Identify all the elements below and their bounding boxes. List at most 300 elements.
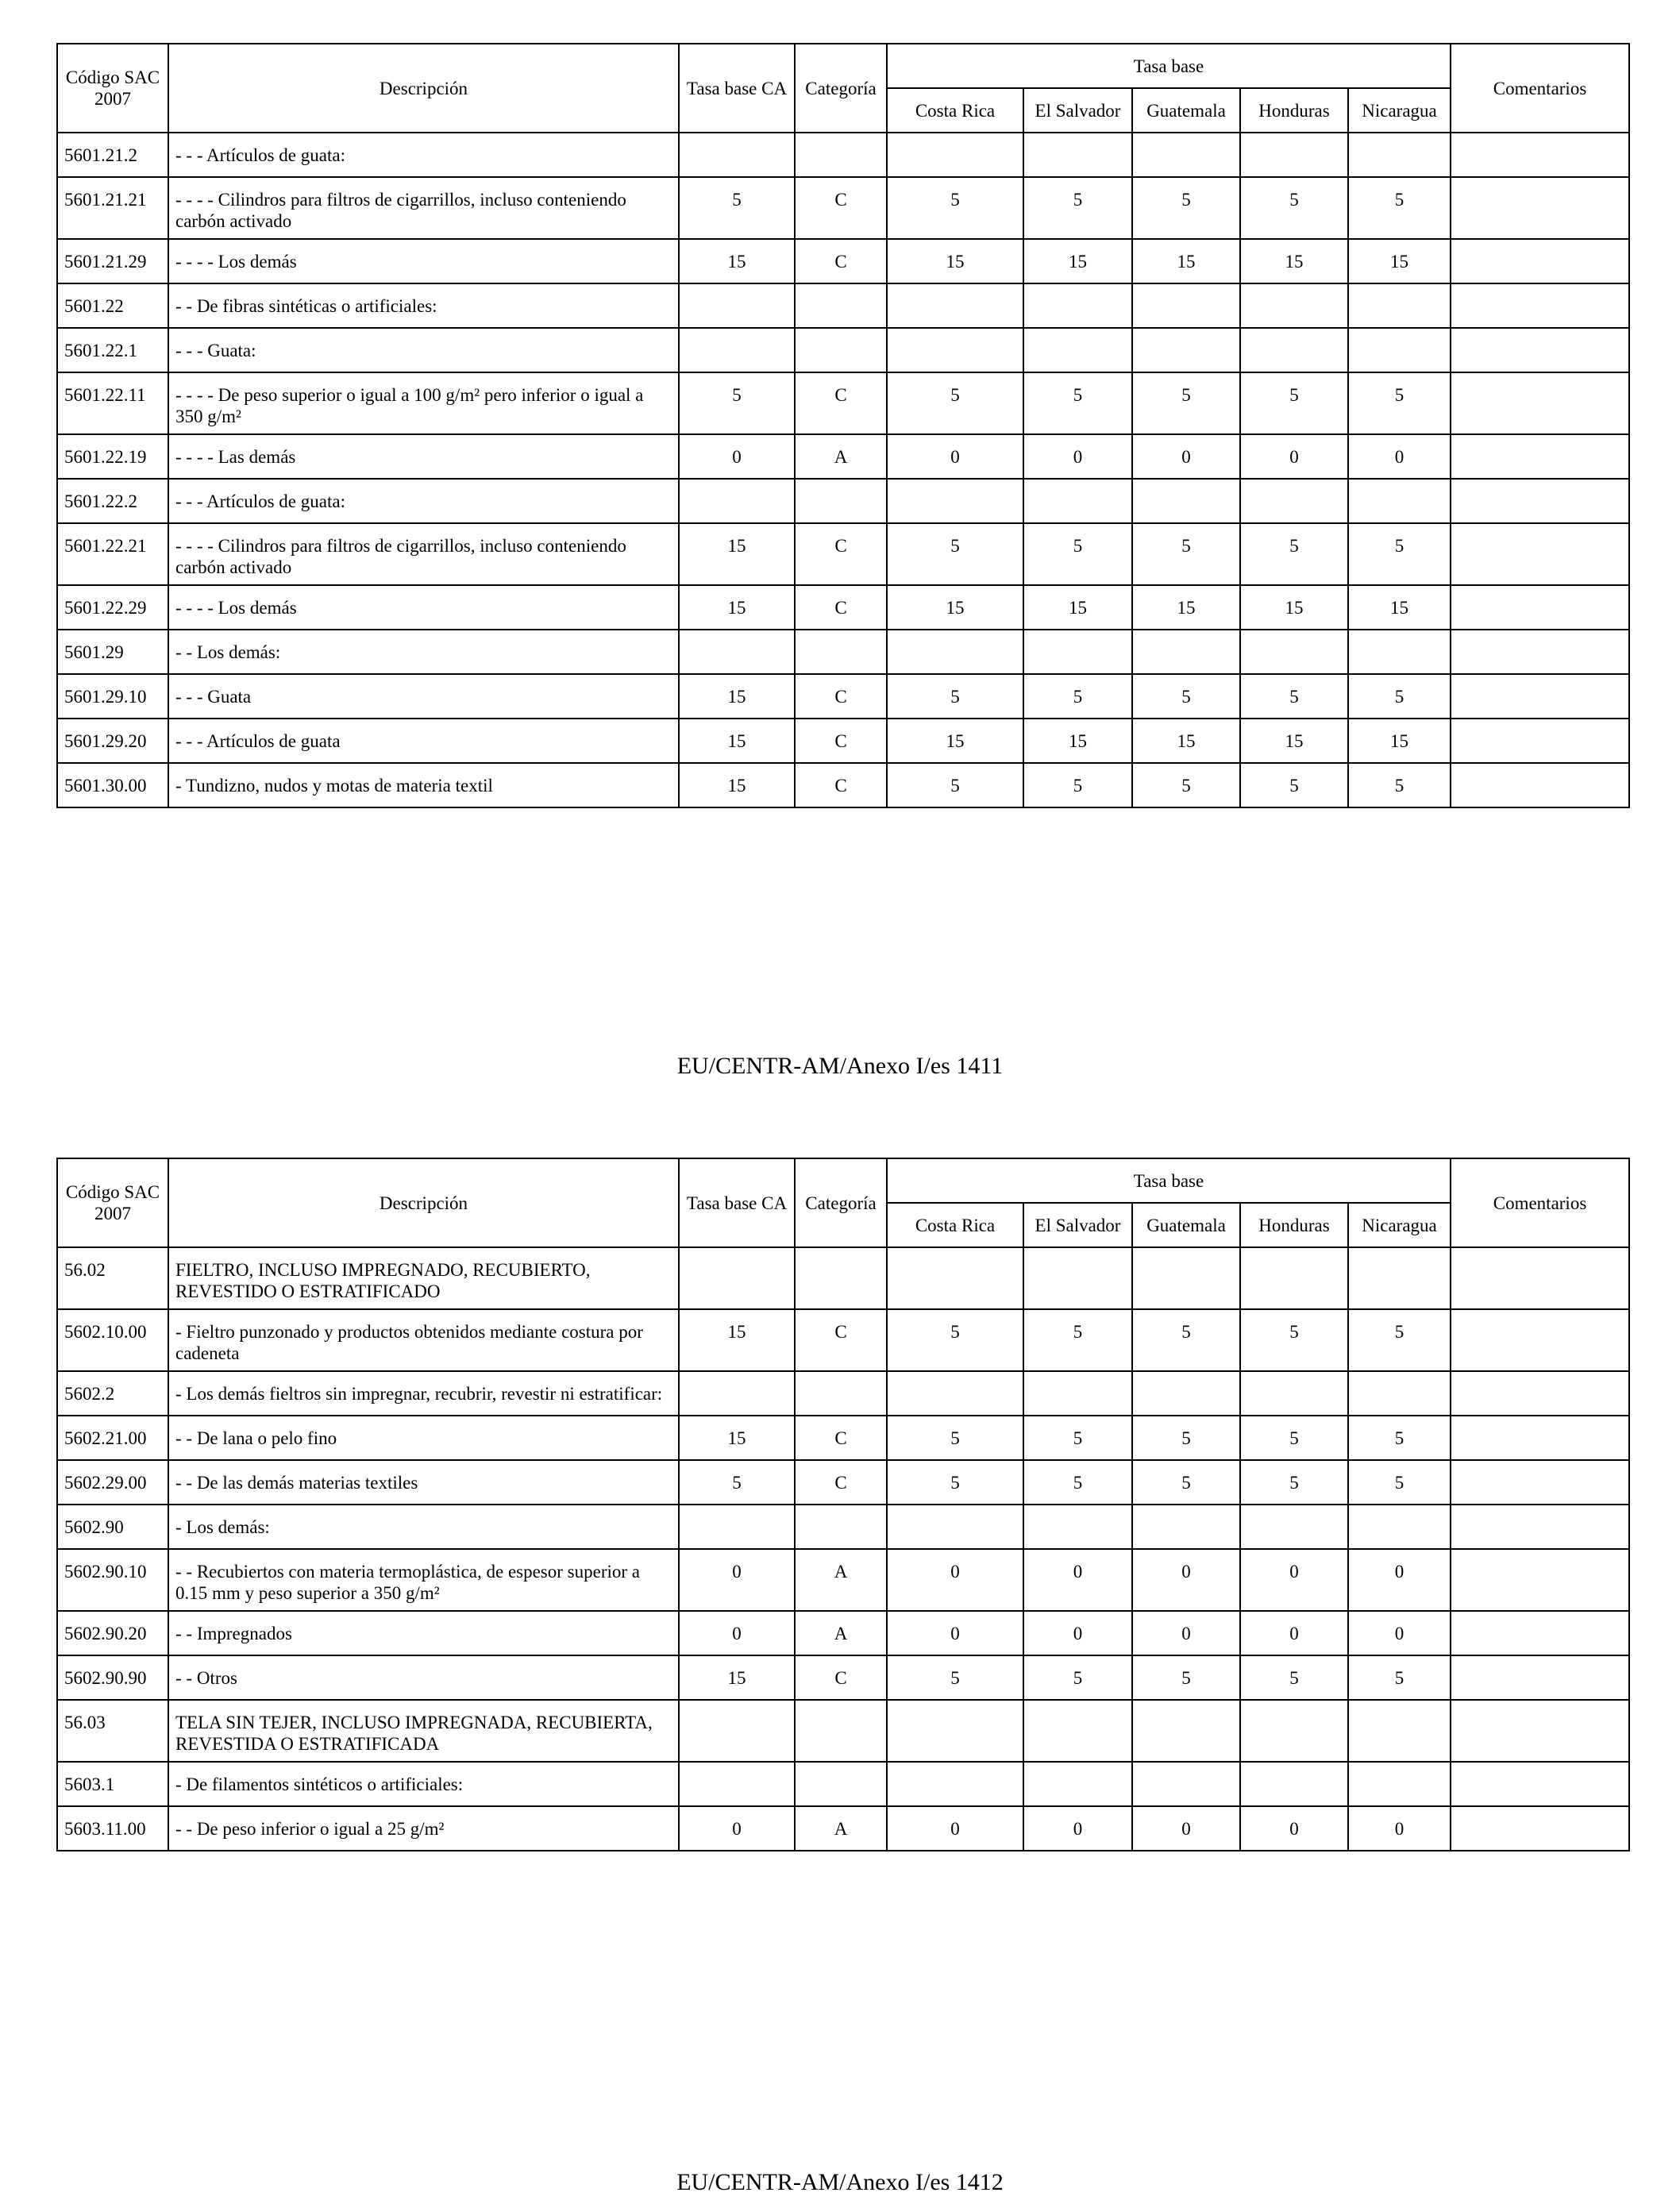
categoria-cell: C	[795, 1416, 887, 1460]
honduras-cell	[1240, 328, 1348, 372]
code-cell: 5601.22.21	[57, 523, 168, 585]
table-row	[57, 1700, 1629, 1762]
el-salvador-cell	[1023, 630, 1132, 674]
comentarios-cell	[1451, 1806, 1629, 1851]
el-salvador-cell	[1023, 1371, 1132, 1416]
tasa-base-ca-cell: 0	[679, 1806, 795, 1851]
categoria-cell	[795, 1700, 887, 1762]
table-body	[57, 1247, 1629, 1851]
guatemala-cell	[1132, 1505, 1240, 1549]
code-cell: 5602.10.00	[57, 1309, 168, 1371]
header-tasa-base-ca: Tasa base CA	[679, 1158, 795, 1247]
description-cell: FIELTRO, INCLUSO IMPREGNADO, RECUBIERTO, REVESTIDO O ESTRATIFICADO	[168, 1247, 679, 1309]
costa-rica-cell: 5	[887, 523, 1023, 585]
nicaragua-cell	[1348, 1505, 1451, 1549]
categoria-cell	[795, 630, 887, 674]
categoria-cell: C	[795, 1460, 887, 1505]
costa-rica-cell: 5	[887, 177, 1023, 239]
costa-rica-cell: 5	[887, 674, 1023, 719]
guatemala-cell	[1132, 1700, 1240, 1762]
el-salvador-cell	[1023, 328, 1132, 372]
header-code: Código SAC 2007	[57, 1158, 168, 1247]
tasa-base-ca-cell	[679, 479, 795, 523]
code-cell: 5601.22.2	[57, 479, 168, 523]
guatemala-cell: 5	[1132, 763, 1240, 807]
code-cell: 5601.21.2	[57, 133, 168, 177]
tariff-table-1	[56, 43, 1630, 808]
guatemala-cell: 5	[1132, 372, 1240, 434]
tasa-base-ca-cell: 15	[679, 719, 795, 763]
tasa-base-ca-cell: 5	[679, 1460, 795, 1505]
page-footer: EU/CENTR-AM/Anexo I/es 1412	[676, 2169, 1004, 2195]
comentarios-cell	[1451, 719, 1629, 763]
guatemala-cell	[1132, 133, 1240, 177]
nicaragua-cell: 0	[1348, 1611, 1451, 1655]
table-row	[57, 133, 1629, 177]
description-cell: - - Recubiertos con materia termoplástica, de espesor superior a 0.15 mm y peso superior a 350 g/m²	[168, 1549, 679, 1611]
comentarios-cell	[1451, 674, 1629, 719]
code-cell: 5602.21.00	[57, 1416, 168, 1460]
comentarios-cell	[1451, 434, 1629, 479]
code-cell: 5601.29	[57, 630, 168, 674]
nicaragua-cell: 5	[1348, 1416, 1451, 1460]
nicaragua-cell: 0	[1348, 1549, 1451, 1611]
description-cell: - - - - De peso superior o igual a 100 g/m² pero inferior o igual a 350 g/m²	[168, 372, 679, 434]
table-row	[57, 719, 1629, 763]
el-salvador-cell: 5	[1023, 1460, 1132, 1505]
code-cell: 5601.30.00	[57, 763, 168, 807]
description-cell: - - - Artículos de guata	[168, 719, 679, 763]
header-comentarios: Comentarios	[1451, 1158, 1629, 1247]
header-country-honduras: Honduras	[1240, 1203, 1348, 1247]
el-salvador-cell	[1023, 283, 1132, 328]
tasa-base-ca-cell: 0	[679, 1549, 795, 1611]
code-cell: 5601.22.29	[57, 585, 168, 630]
tasa-base-ca-cell: 5	[679, 177, 795, 239]
costa-rica-cell: 0	[887, 1549, 1023, 1611]
el-salvador-cell: 5	[1023, 177, 1132, 239]
categoria-cell: C	[795, 372, 887, 434]
header-country-nicaragua: Nicaragua	[1348, 88, 1451, 133]
costa-rica-cell: 0	[887, 434, 1023, 479]
comentarios-cell	[1451, 630, 1629, 674]
honduras-cell	[1240, 1762, 1348, 1806]
tasa-base-ca-cell: 15	[679, 1655, 795, 1700]
el-salvador-cell: 5	[1023, 523, 1132, 585]
description-cell: - De filamentos sintéticos o artificiales:	[168, 1762, 679, 1806]
guatemala-cell: 5	[1132, 674, 1240, 719]
el-salvador-cell: 15	[1023, 239, 1132, 283]
nicaragua-cell	[1348, 1371, 1451, 1416]
categoria-cell: C	[795, 719, 887, 763]
description-cell: TELA SIN TEJER, INCLUSO IMPREGNADA, RECUBIERTA, REVESTIDA O ESTRATIFICADA	[168, 1700, 679, 1762]
table-row	[57, 1655, 1629, 1700]
costa-rica-cell	[887, 133, 1023, 177]
comentarios-cell	[1451, 133, 1629, 177]
categoria-cell	[795, 133, 887, 177]
code-cell: 5601.22.1	[57, 328, 168, 372]
honduras-cell: 5	[1240, 1416, 1348, 1460]
categoria-cell: C	[795, 177, 887, 239]
code-cell: 5602.29.00	[57, 1460, 168, 1505]
costa-rica-cell: 5	[887, 1309, 1023, 1371]
honduras-cell: 0	[1240, 434, 1348, 479]
header-country-honduras: Honduras	[1240, 88, 1348, 133]
table-row	[57, 523, 1629, 585]
guatemala-cell: 5	[1132, 523, 1240, 585]
guatemala-cell: 5	[1132, 1416, 1240, 1460]
description-cell: - - Impregnados	[168, 1611, 679, 1655]
honduras-cell: 5	[1240, 763, 1348, 807]
table-row	[57, 1505, 1629, 1549]
honduras-cell: 5	[1240, 1460, 1348, 1505]
table-header	[57, 1158, 1629, 1247]
header-country-el-salvador: El Salvador	[1023, 1203, 1132, 1247]
comentarios-cell	[1451, 328, 1629, 372]
tasa-base-ca-cell	[679, 283, 795, 328]
nicaragua-cell: 5	[1348, 763, 1451, 807]
costa-rica-cell: 5	[887, 1460, 1023, 1505]
comentarios-cell	[1451, 1549, 1629, 1611]
table-row	[57, 674, 1629, 719]
el-salvador-cell: 5	[1023, 1309, 1132, 1371]
table-row	[57, 1611, 1629, 1655]
costa-rica-cell: 5	[887, 763, 1023, 807]
honduras-cell	[1240, 1371, 1348, 1416]
honduras-cell: 5	[1240, 1309, 1348, 1371]
honduras-cell: 5	[1240, 523, 1348, 585]
comentarios-cell	[1451, 763, 1629, 807]
header-country-guatemala: Guatemala	[1132, 1203, 1240, 1247]
costa-rica-cell	[887, 1762, 1023, 1806]
code-cell: 5601.22.11	[57, 372, 168, 434]
code-cell: 5601.22.19	[57, 434, 168, 479]
honduras-cell	[1240, 1700, 1348, 1762]
categoria-cell: A	[795, 1549, 887, 1611]
tasa-base-ca-cell	[679, 133, 795, 177]
table-row	[57, 630, 1629, 674]
comentarios-cell	[1451, 1505, 1629, 1549]
description-cell: - Los demás:	[168, 1505, 679, 1549]
comentarios-cell	[1451, 1700, 1629, 1762]
header-code: Código SAC 2007	[57, 44, 168, 133]
guatemala-cell	[1132, 328, 1240, 372]
description-cell: - - De peso inferior o igual a 25 g/m²	[168, 1806, 679, 1851]
description-cell: - - - Artículos de guata:	[168, 479, 679, 523]
code-cell: 5601.21.29	[57, 239, 168, 283]
table-row	[57, 434, 1629, 479]
header-country-costa-rica: Costa Rica	[887, 1203, 1023, 1247]
tariff-table-2	[56, 1158, 1630, 1851]
guatemala-cell: 0	[1132, 434, 1240, 479]
tasa-base-ca-cell: 15	[679, 674, 795, 719]
comentarios-cell	[1451, 1762, 1629, 1806]
costa-rica-cell	[887, 1700, 1023, 1762]
nicaragua-cell: 5	[1348, 372, 1451, 434]
comentarios-cell	[1451, 1655, 1629, 1700]
tasa-base-ca-cell: 15	[679, 763, 795, 807]
description-cell: - - - Artículos de guata:	[168, 133, 679, 177]
categoria-cell	[795, 1371, 887, 1416]
el-salvador-cell	[1023, 1762, 1132, 1806]
comentarios-cell	[1451, 1309, 1629, 1371]
nicaragua-cell: 15	[1348, 239, 1451, 283]
categoria-cell: C	[795, 1655, 887, 1700]
guatemala-cell	[1132, 479, 1240, 523]
description-cell: - - De las demás materias textiles	[168, 1460, 679, 1505]
table-row	[57, 177, 1629, 239]
description-cell: - - De lana o pelo fino	[168, 1416, 679, 1460]
code-cell: 5602.90.90	[57, 1655, 168, 1700]
costa-rica-cell	[887, 479, 1023, 523]
tasa-base-ca-cell: 15	[679, 1309, 795, 1371]
categoria-cell: C	[795, 674, 887, 719]
table-row	[57, 1806, 1629, 1851]
el-salvador-cell: 5	[1023, 763, 1132, 807]
guatemala-cell	[1132, 630, 1240, 674]
header-tasa-base: Tasa base	[887, 44, 1451, 88]
table-row	[57, 585, 1629, 630]
nicaragua-cell: 5	[1348, 674, 1451, 719]
guatemala-cell: 15	[1132, 719, 1240, 763]
categoria-cell	[795, 328, 887, 372]
header-country-el-salvador: El Salvador	[1023, 88, 1132, 133]
tasa-base-ca-cell: 15	[679, 523, 795, 585]
tasa-base-ca-cell: 15	[679, 1416, 795, 1460]
nicaragua-cell	[1348, 1762, 1451, 1806]
tasa-base-ca-cell: 5	[679, 372, 795, 434]
header-description: Descripción	[168, 1158, 679, 1247]
costa-rica-cell	[887, 1505, 1023, 1549]
code-cell: 5603.11.00	[57, 1806, 168, 1851]
honduras-cell: 5	[1240, 372, 1348, 434]
nicaragua-cell: 5	[1348, 523, 1451, 585]
header-tasa-base: Tasa base	[887, 1158, 1451, 1203]
code-cell: 5602.90.20	[57, 1611, 168, 1655]
guatemala-cell: 15	[1132, 239, 1240, 283]
nicaragua-cell	[1348, 1700, 1451, 1762]
comentarios-cell	[1451, 1247, 1629, 1309]
honduras-cell	[1240, 133, 1348, 177]
nicaragua-cell	[1348, 283, 1451, 328]
el-salvador-cell	[1023, 479, 1132, 523]
description-cell: - - - - Las demás	[168, 434, 679, 479]
table-row	[57, 283, 1629, 328]
honduras-cell	[1240, 283, 1348, 328]
guatemala-cell	[1132, 1762, 1240, 1806]
table-row	[57, 479, 1629, 523]
categoria-cell: C	[795, 763, 887, 807]
costa-rica-cell	[887, 1371, 1023, 1416]
honduras-cell	[1240, 1505, 1348, 1549]
nicaragua-cell: 0	[1348, 1806, 1451, 1851]
table-header	[57, 44, 1629, 133]
tasa-base-ca-cell: 0	[679, 434, 795, 479]
header-country-nicaragua: Nicaragua	[1348, 1203, 1451, 1247]
guatemala-cell	[1132, 283, 1240, 328]
description-cell: - - - - Los demás	[168, 239, 679, 283]
code-cell: 5601.29.10	[57, 674, 168, 719]
description-cell: - - Los demás:	[168, 630, 679, 674]
comentarios-cell	[1451, 1460, 1629, 1505]
table-row	[57, 1460, 1629, 1505]
el-salvador-cell: 0	[1023, 434, 1132, 479]
costa-rica-cell: 5	[887, 1655, 1023, 1700]
tasa-base-ca-cell: 0	[679, 1611, 795, 1655]
tasa-base-ca-cell	[679, 1700, 795, 1762]
guatemala-cell: 5	[1132, 177, 1240, 239]
code-cell: 5601.21.21	[57, 177, 168, 239]
header-categoria: Categoría	[795, 44, 887, 133]
nicaragua-cell: 5	[1348, 177, 1451, 239]
categoria-cell: A	[795, 434, 887, 479]
header-categoria: Categoría	[795, 1158, 887, 1247]
tasa-base-ca-cell	[679, 328, 795, 372]
honduras-cell	[1240, 479, 1348, 523]
guatemala-cell: 5	[1132, 1309, 1240, 1371]
table-row	[57, 1549, 1629, 1611]
code-cell: 5603.1	[57, 1762, 168, 1806]
costa-rica-cell	[887, 1247, 1023, 1309]
guatemala-cell: 0	[1132, 1549, 1240, 1611]
table-row	[57, 1247, 1629, 1309]
el-salvador-cell: 0	[1023, 1549, 1132, 1611]
costa-rica-cell: 5	[887, 372, 1023, 434]
categoria-cell	[795, 1505, 887, 1549]
honduras-cell: 0	[1240, 1549, 1348, 1611]
costa-rica-cell: 0	[887, 1611, 1023, 1655]
el-salvador-cell: 15	[1023, 719, 1132, 763]
comentarios-cell	[1451, 283, 1629, 328]
costa-rica-cell: 15	[887, 719, 1023, 763]
comentarios-cell	[1451, 1371, 1629, 1416]
costa-rica-cell: 0	[887, 1806, 1023, 1851]
el-salvador-cell: 5	[1023, 372, 1132, 434]
table-row	[57, 1371, 1629, 1416]
guatemala-cell: 0	[1132, 1806, 1240, 1851]
nicaragua-cell	[1348, 630, 1451, 674]
el-salvador-cell	[1023, 133, 1132, 177]
el-salvador-cell: 15	[1023, 585, 1132, 630]
tasa-base-ca-cell: 15	[679, 239, 795, 283]
table-row	[57, 1416, 1629, 1460]
guatemala-cell: 15	[1132, 585, 1240, 630]
nicaragua-cell: 0	[1348, 434, 1451, 479]
el-salvador-cell: 5	[1023, 1655, 1132, 1700]
el-salvador-cell	[1023, 1505, 1132, 1549]
header-country-guatemala: Guatemala	[1132, 88, 1240, 133]
description-cell: - - Otros	[168, 1655, 679, 1700]
guatemala-cell: 5	[1132, 1460, 1240, 1505]
nicaragua-cell	[1348, 1247, 1451, 1309]
nicaragua-cell	[1348, 133, 1451, 177]
table-row	[57, 328, 1629, 372]
guatemala-cell	[1132, 1371, 1240, 1416]
code-cell: 5602.2	[57, 1371, 168, 1416]
nicaragua-cell: 15	[1348, 585, 1451, 630]
table-row	[57, 372, 1629, 434]
tasa-base-ca-cell: 15	[679, 585, 795, 630]
nicaragua-cell: 5	[1348, 1460, 1451, 1505]
description-cell: - - - - Los demás	[168, 585, 679, 630]
comentarios-cell	[1451, 239, 1629, 283]
categoria-cell: C	[795, 1309, 887, 1371]
honduras-cell: 5	[1240, 177, 1348, 239]
comentarios-cell	[1451, 177, 1629, 239]
code-cell: 5602.90	[57, 1505, 168, 1549]
categoria-cell: A	[795, 1611, 887, 1655]
costa-rica-cell: 5	[887, 1416, 1023, 1460]
description-cell: - Tundizno, nudos y motas de materia textil	[168, 763, 679, 807]
costa-rica-cell	[887, 328, 1023, 372]
categoria-cell: C	[795, 523, 887, 585]
el-salvador-cell: 0	[1023, 1611, 1132, 1655]
guatemala-cell: 0	[1132, 1611, 1240, 1655]
honduras-cell: 0	[1240, 1806, 1348, 1851]
categoria-cell	[795, 1247, 887, 1309]
description-cell: - Fieltro punzonado y productos obtenidos mediante costura por cadeneta	[168, 1309, 679, 1371]
honduras-cell: 15	[1240, 585, 1348, 630]
el-salvador-cell	[1023, 1247, 1132, 1309]
honduras-cell	[1240, 630, 1348, 674]
description-cell: - Los demás fieltros sin impregnar, recubrir, revestir ni estratificar:	[168, 1371, 679, 1416]
tasa-base-ca-cell	[679, 1247, 795, 1309]
nicaragua-cell: 5	[1348, 1309, 1451, 1371]
guatemala-cell	[1132, 1247, 1240, 1309]
costa-rica-cell: 15	[887, 585, 1023, 630]
tasa-base-ca-cell	[679, 630, 795, 674]
categoria-cell	[795, 283, 887, 328]
comentarios-cell	[1451, 523, 1629, 585]
guatemala-cell: 5	[1132, 1655, 1240, 1700]
honduras-cell: 0	[1240, 1611, 1348, 1655]
table-row	[57, 1309, 1629, 1371]
table-row	[57, 239, 1629, 283]
header-comentarios: Comentarios	[1451, 44, 1629, 133]
el-salvador-cell: 0	[1023, 1806, 1132, 1851]
tasa-base-ca-cell	[679, 1762, 795, 1806]
el-salvador-cell	[1023, 1700, 1132, 1762]
nicaragua-cell	[1348, 479, 1451, 523]
description-cell: - - De fibras sintéticas o artificiales:	[168, 283, 679, 328]
comentarios-cell	[1451, 372, 1629, 434]
honduras-cell: 15	[1240, 719, 1348, 763]
costa-rica-cell	[887, 283, 1023, 328]
header-description: Descripción	[168, 44, 679, 133]
description-cell: - - - - Cilindros para filtros de cigarrillos, incluso conteniendo carbón activado	[168, 177, 679, 239]
comentarios-cell	[1451, 479, 1629, 523]
comentarios-cell	[1451, 585, 1629, 630]
page-footer: EU/CENTR-AM/Anexo I/es 1411	[676, 1053, 1004, 1079]
honduras-cell	[1240, 1247, 1348, 1309]
code-cell: 56.02	[57, 1247, 168, 1309]
nicaragua-cell	[1348, 328, 1451, 372]
table-body	[57, 133, 1629, 807]
honduras-cell: 5	[1240, 674, 1348, 719]
categoria-cell: A	[795, 1806, 887, 1851]
comentarios-cell	[1451, 1611, 1629, 1655]
header-tasa-base-ca: Tasa base CA	[679, 44, 795, 133]
description-cell: - - - - Cilindros para filtros de cigarrillos, incluso conteniendo carbón activado	[168, 523, 679, 585]
description-cell: - - - Guata	[168, 674, 679, 719]
tasa-base-ca-cell	[679, 1505, 795, 1549]
categoria-cell: C	[795, 239, 887, 283]
honduras-cell: 5	[1240, 1655, 1348, 1700]
header-country-costa-rica: Costa Rica	[887, 88, 1023, 133]
nicaragua-cell: 15	[1348, 719, 1451, 763]
code-cell: 5601.22	[57, 283, 168, 328]
tasa-base-ca-cell	[679, 1371, 795, 1416]
